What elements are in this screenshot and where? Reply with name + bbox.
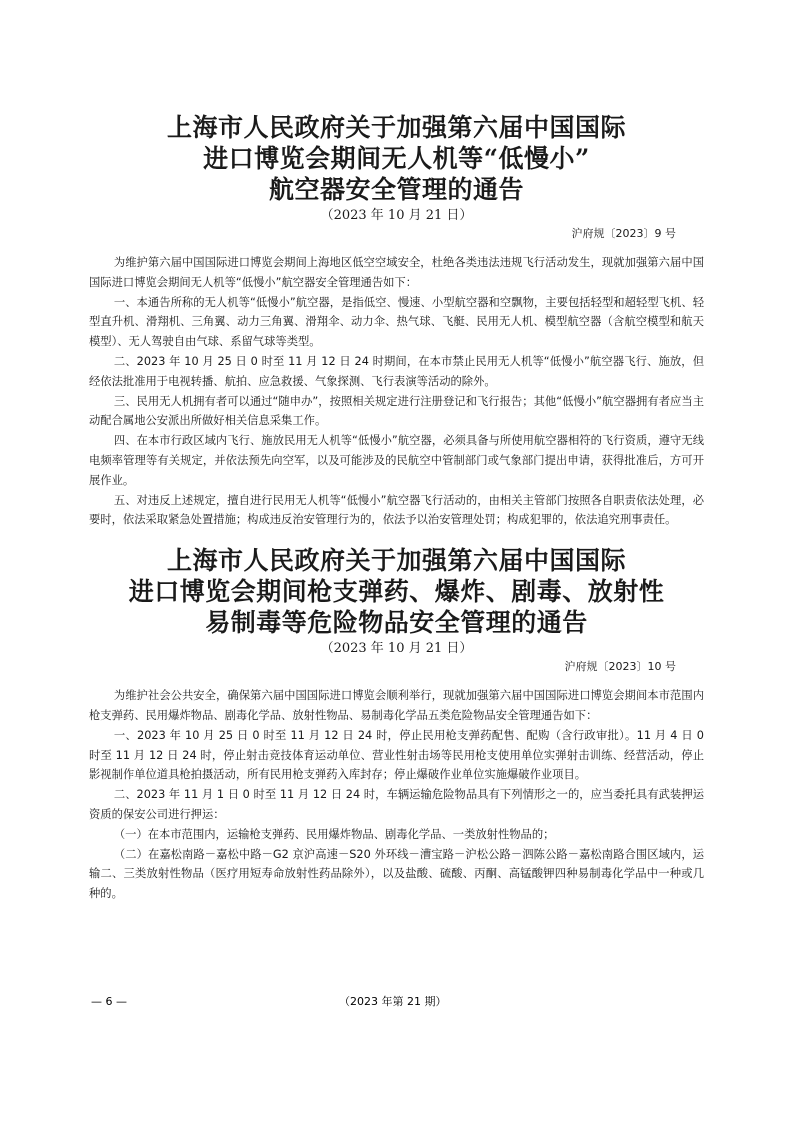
page-footer [89, 992, 704, 1012]
paragraph: 四、在本市行政区域内飞行、施放民用无人机等“低慢小”航空器，必须具备与所使用航空器相符的飞行资质，遵守无线电频率管理等有关规定，并依法预先向空军，以及可能涉及的民航空中管制部门或气象部门提出申请，获得批准后，方可开展作业。 [89, 434, 704, 487]
title-line: 进口博览会期间枪支弹药、爆炸、剧毒、放射性 [128, 577, 665, 607]
paragraph: 为维护第六届中国国际进口博览会期间上海地区低空空域安全，杜绝各类违法违规飞行活动发生，现就加强第六届中国国际进口博览会期间无人机等“低慢小”航空器安全管理通告如下： [89, 256, 704, 289]
paragraph: 二、2023 年 11 月 1 日 0 时至 11 月 12 日 24 时，车辆运输危险物品具有下列情形之一的，应当委托具有武装押运资质的保安公司进行押运： [89, 788, 704, 821]
paragraph: 五、对违反上述规定，擅自进行民用无人机等“低慢小”航空器飞行活动的，由相关主管部门按照各自职责依法处理，必要时，依法采取紧急处置措施；构成违反治安管理行为的，依法予以治安管理处罚；构成犯罪的，依法追究刑事责任。 [89, 493, 704, 527]
document-number: 沪府规〔2023〕9 号 [571, 227, 676, 240]
title-line: 进口博览会期间无人机等“低慢小” [203, 144, 590, 173]
notice-title [89, 112, 704, 205]
paragraph: 为维护社会公共安全，确保第六届中国国际进口博览会顺利举行，现就加强第六届中国国际进口博览会期间本市范围内枪支弹药、民用爆炸物品、剧毒化学品、放射性物品、易制毒化学品五类危险物品安全管理通告如下： [89, 689, 704, 722]
notice-dangerous-goods [89, 545, 704, 904]
title-line: 上海市人民政府关于加强第六届中国国际 [166, 113, 626, 142]
document-number: 沪府规〔2023〕10 号 [564, 660, 676, 674]
title-line: 易制毒等危险物品安全管理的通告 [205, 608, 588, 638]
paragraph: 二、2023 年 10 月 25 日 0 时至 11 月 12 日 24 时期间，在本市禁止民用无人机等“低慢小”航空器飞行、施放，但经依法批准用于电视转播、航拍、应急救援、气象探测、飞行表演等活动的除外。 [89, 354, 704, 388]
paragraph: （一）在本市范围内，运输枪支弹药、民用爆炸物品、剧毒化学品、一类放射性物品的； [113, 827, 555, 841]
paragraph: 三、民用无人机拥有者可以通过“随申办”，按照相关规定进行注册登记和飞行报告；其他“低慢小”航空器拥有者应当主动配合属地公安派出所做好相关信息采集工作。 [89, 394, 704, 428]
notice-title [89, 545, 704, 638]
page-number: — 6 — [91, 995, 127, 1008]
issue-label: （2023 年第 21 期） [339, 995, 447, 1008]
paragraph: 一、2023 年 10 月 25 日 0 时至 11 月 12 日 24 时，停止民用枪支弹药配售、配购（含行政审批）。11 月 4 日 0 时至 11 月 12 日 24 时，停止射击竞技体育运动单位、营业性射击场等民用枪支使用单位实弹射击训练、经营活动，停止影视制作单位道具枪拍摄活动，所有民用枪支弹药入库封存；停止爆破作业单位实施爆破作业项目。 [89, 728, 704, 782]
notice-date: （2023 年 10 月 21 日） [320, 641, 473, 657]
paragraph: （二）在嘉松南路－嘉松中路－G2 京沪高速－S20 外环线－漕宝路－沪松公路－泗陈公路－嘉松南路合围区域内，运输二、三类放射性物品（医疗用短寿命放射性药品除外），以及盐酸、硫酸、丙酮、高锰酸钾四种易制毒化学品中一种或几种的。 [89, 847, 704, 901]
notice-drones [89, 112, 704, 530]
title-line: 航空器安全管理的通告 [268, 175, 524, 204]
notice-date: （2023 年 10 月 21 日） [320, 208, 473, 223]
paragraph: 一、本通告所称的无人机等“低慢小”航空器，是指低空、慢速、小型航空器和空飘物，主要包括轻型和超轻型飞机、轻型直升机、滑翔机、三角翼、动力三角翼、滑翔伞、动力伞、热气球、飞艇、民用无人机、模型航空器（含航空模型和航天模型）、无人驾驶自由气球、系留气球等类型。 [89, 295, 704, 349]
title-line: 上海市人民政府关于加强第六届中国国际 [166, 546, 626, 576]
